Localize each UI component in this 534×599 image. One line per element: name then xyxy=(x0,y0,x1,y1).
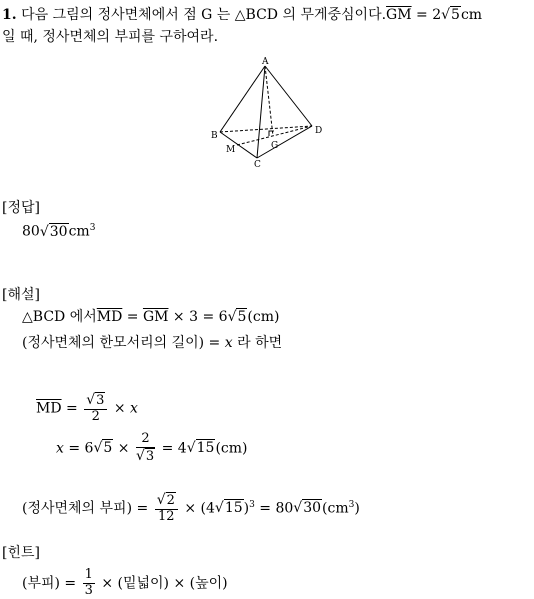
problem-number: 1. xyxy=(2,7,17,23)
tetrahedron-figure xyxy=(205,54,330,169)
hint-header: [힌트] xyxy=(2,545,40,561)
unit-cm: cm xyxy=(460,7,483,23)
explanation-line-4: x = 6√5 × $\frac{2}{√3}$ = 4√15(cm) xyxy=(56,431,248,464)
explanation-line-3: $\overline{MD}$ = $\frac{√3}{2}$ × x xyxy=(36,392,138,424)
edge-ac xyxy=(257,66,265,158)
problem-line-2: 일 때, 정사면체의 부피를 구하여라. xyxy=(2,29,219,45)
height-ag xyxy=(265,66,273,136)
edge-cd xyxy=(257,126,312,158)
problem-text: 다음 그림의 정사면체에서 점 G 는 △BCD 의 무게중심이다. xyxy=(21,7,387,23)
edge-ab xyxy=(220,66,265,132)
answer-header: [정답] xyxy=(2,200,40,216)
hint-formula: (부피) = $\frac{1}{3}$ × (밑넓이) × (높이) xyxy=(22,567,228,598)
edge-ad xyxy=(265,66,312,126)
right-angle-mark xyxy=(269,131,274,136)
label-b: B xyxy=(211,131,218,141)
label-c: C xyxy=(254,160,261,169)
explanation-header: [해설] xyxy=(2,287,40,303)
answer-value: $80√30cm^3$ xyxy=(22,223,96,240)
label-a: A xyxy=(262,57,269,67)
label-g: G xyxy=(271,141,279,151)
label-d: D xyxy=(315,126,323,136)
explanation-line-5: (정사면체의 부피) = $\frac{√2}{12}$ × $(4√15)^3 = 80√30(cm^3)$ xyxy=(22,492,360,524)
label-m: M xyxy=(226,145,236,155)
explanation-line-1: △BCD 에서$\overline{MD} = \overline{GM} \times 3 = 6√5(cm)$ xyxy=(22,309,280,325)
problem-line-1 xyxy=(2,8,482,22)
explanation-line-2: (정사면체의 한모서리의 길이) = x 라 하면 xyxy=(22,335,283,351)
edge-bd xyxy=(220,126,312,132)
segment-gm: $\overline{GM}$ xyxy=(386,7,412,23)
equals-text: = 2 xyxy=(411,7,442,23)
sqrt-5: √5 xyxy=(441,7,460,23)
